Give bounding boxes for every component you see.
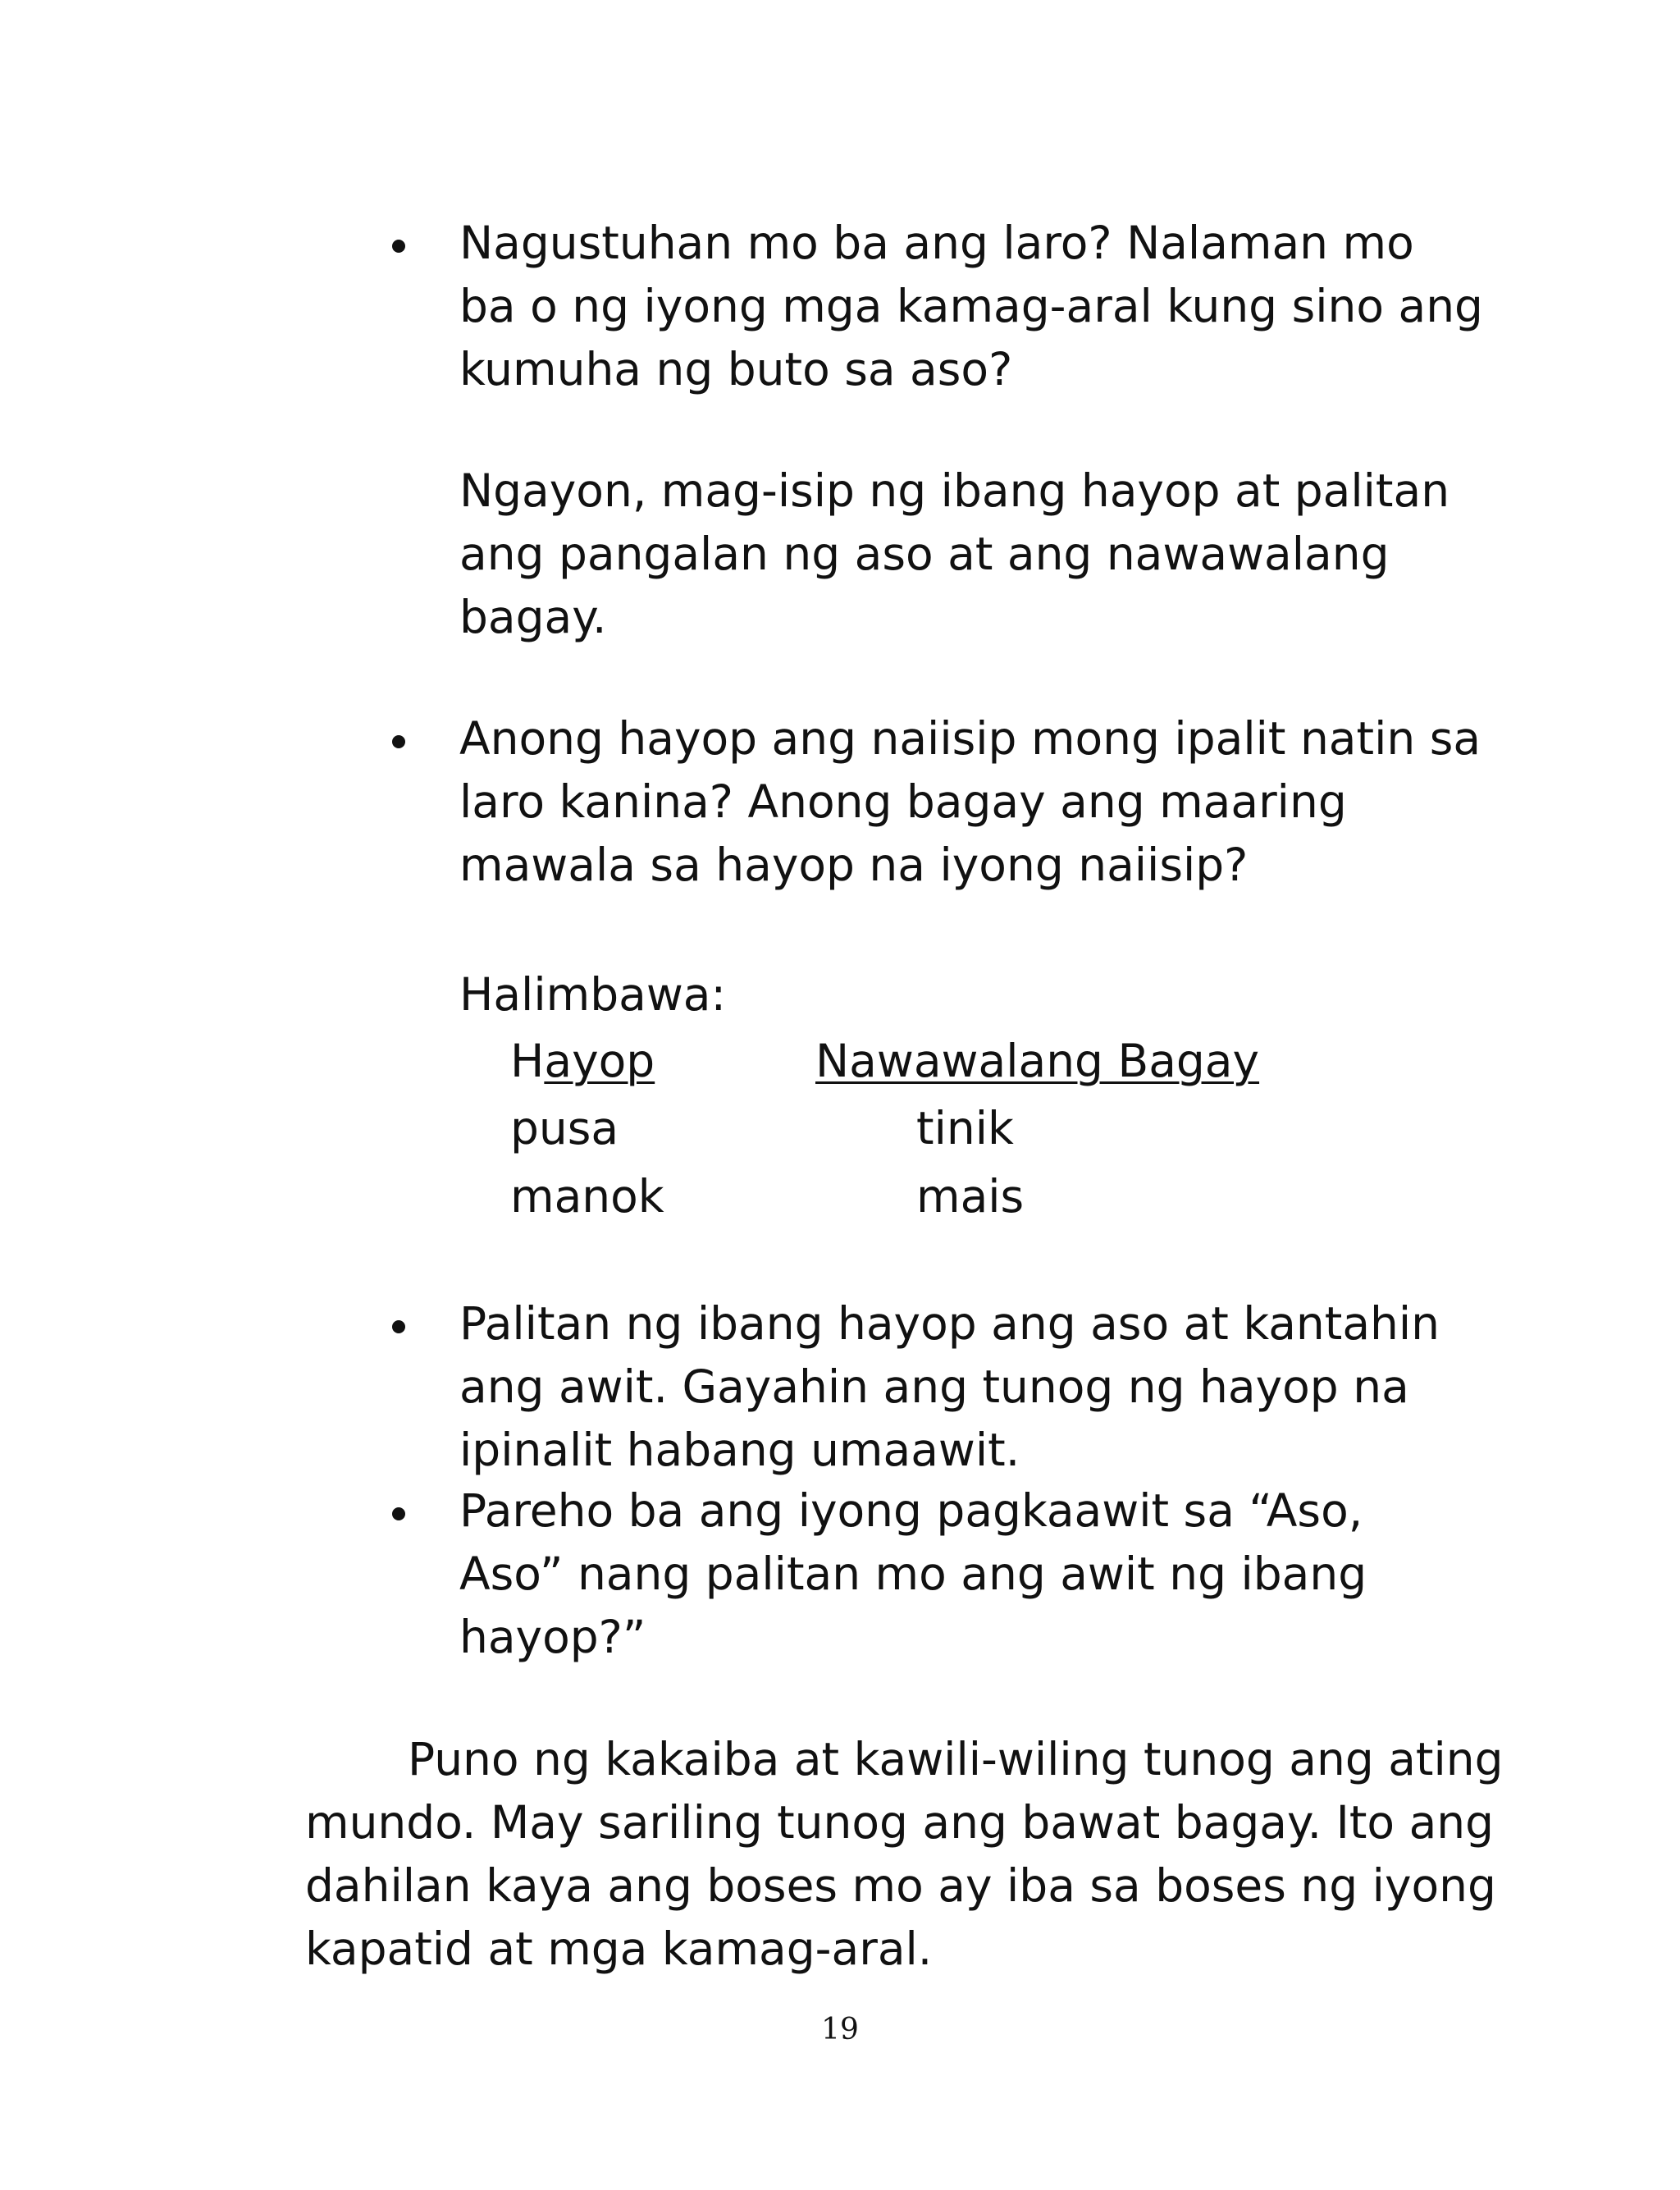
bullet-dot (392, 1320, 405, 1333)
bullet-text: Pareho ba ang iyong pagkaawit sa “Aso, Aso” nang palitan mo ang awit ng ibang hayop?” (459, 1484, 1367, 1663)
page-number: 19 (821, 2013, 859, 2046)
bullet-dot (392, 735, 405, 748)
example-row-missing: tinik (916, 1102, 1014, 1154)
header-first-letter: H (510, 1035, 545, 1087)
bullet-text: Palitan ng ibang hayop ang aso at kantahin ang awit. Gayahin ang tunog ng hayop na ipinalit habang umaawit. (459, 1297, 1440, 1476)
example-label: Halimbawa: (459, 968, 727, 1021)
bullet-text: Nagustuhan mo ba ang laro? Nalaman mo ba o ng iyong mga kamag-aral kung sino ang kumuha ng buto sa aso? (459, 217, 1483, 395)
example-row-animal: pusa (510, 1102, 619, 1154)
bullet-dot (392, 240, 405, 253)
example-row-animal: manok (510, 1170, 664, 1223)
instruction-paragraph: Ngayon, mag-isip ng ibang hayop at palitan ang pangalan ng aso at ang nawawalang bagay. (459, 464, 1450, 643)
bullet-dot (392, 1507, 405, 1520)
bullet-text: Anong hayop ang naiisip mong ipalit natin sa laro kanina? Anong bagay ang maaring mawala sa hayop na iyong naiisip? (459, 712, 1481, 891)
example-row-missing: mais (916, 1170, 1025, 1223)
example-header-missing: Nawawalang Bagay (815, 1035, 1260, 1087)
closing-paragraph: Puno ng kakaiba at kawili-wiling tunog ang ating mundo. May sariling tunog ang bawat bagay. Ito ang dahilan kaya ang boses mo ay iba sa boses ng iyong kapatid at mga kamag-aral. (305, 1733, 1504, 1975)
example-header-animal (510, 1030, 655, 1093)
header-animal-rest: ayop (544, 1035, 655, 1087)
